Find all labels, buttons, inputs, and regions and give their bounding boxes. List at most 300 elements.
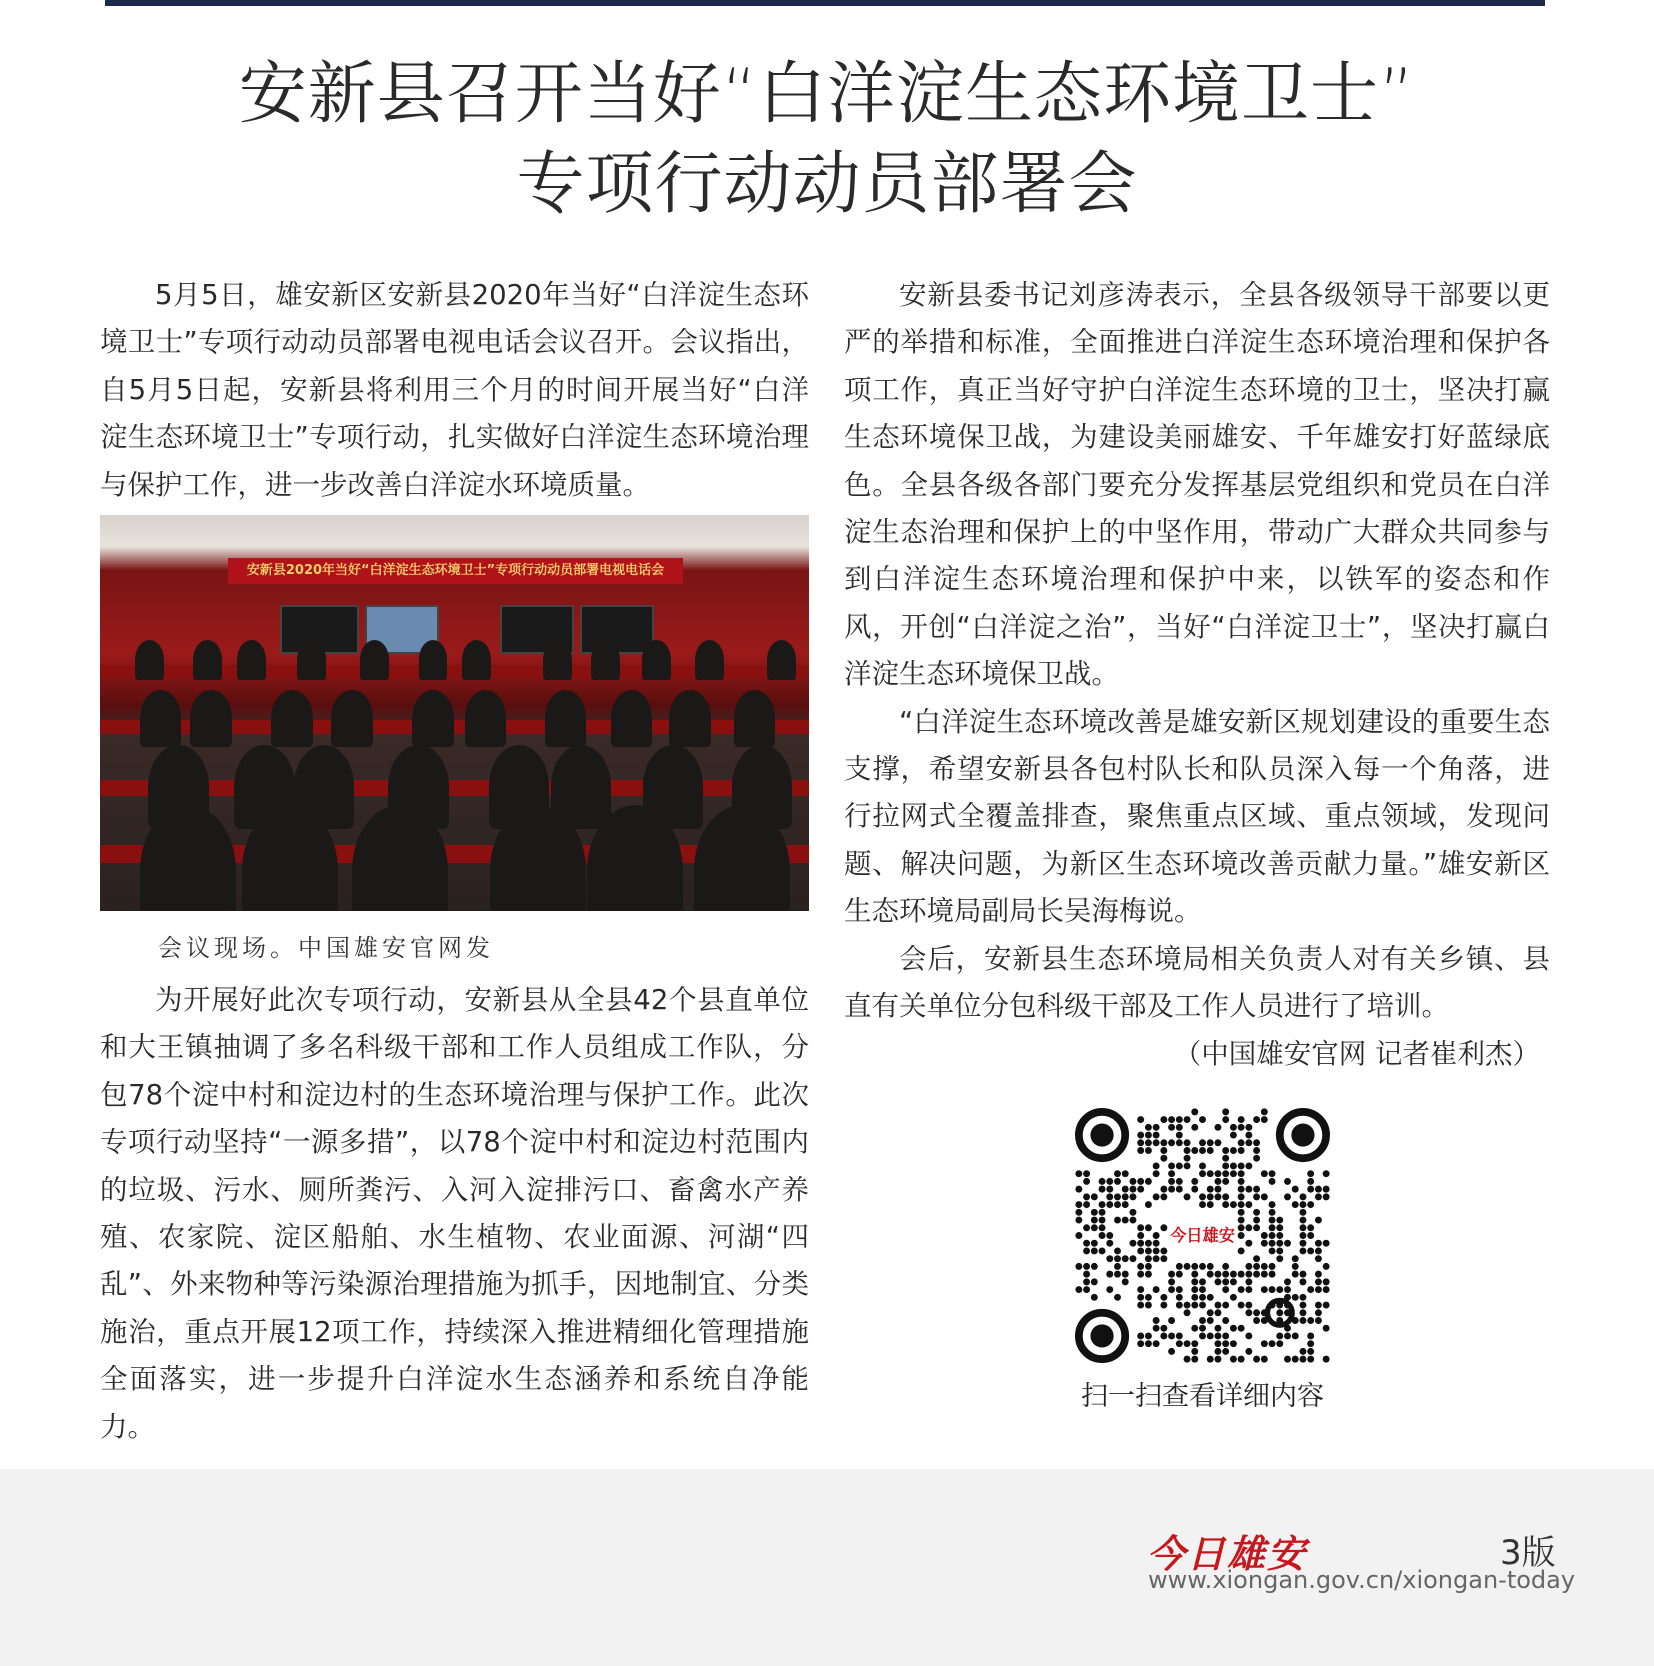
qr-module [1269,1201,1276,1208]
qr-module [1299,1193,1306,1200]
qr-module [1160,1186,1167,1193]
attendee [543,640,572,680]
paragraph: “白洋淀生态环境改善是雄安新区规划建设的重要生态支撑，希望安新县各包村队长和队员深入每一个角落，进行拉网式全覆盖排查，聚焦重点区域、重点领域，发现问题、解决问题，为新区生态环境改善贡献力量。”雄安新区生态环境局副局长吴海梅说。 [844,705,1550,928]
qr-module [1214,1332,1221,1339]
qr-module [1315,1240,1322,1247]
attendee [419,640,448,680]
qr-module [1184,1116,1191,1123]
qr-module [1122,1186,1129,1193]
qr-module [1261,1232,1268,1239]
qr-module [1253,1255,1260,1262]
qr-module [1214,1340,1221,1347]
qr-module [1222,1116,1229,1123]
qr-module [1222,1263,1229,1270]
qr-module [1168,1178,1175,1185]
qr-module [1160,1255,1167,1262]
qr-module [1199,1201,1206,1208]
qr-module [1114,1201,1121,1208]
qr-module [1307,1247,1314,1254]
qr-module [1253,1217,1260,1224]
qr-module [1222,1348,1229,1355]
qr-module [1323,1186,1330,1193]
qr-module [1145,1178,1152,1185]
qr-module [1207,1317,1214,1324]
qr-module [1184,1139,1191,1146]
qr-module [1099,1217,1106,1224]
qr-module [1091,1193,1098,1200]
qr-module [1214,1124,1221,1131]
qr-module [1253,1356,1260,1363]
qr-module [1323,1356,1330,1363]
qr-module [1153,1317,1160,1324]
qr-module [1191,1302,1198,1309]
qr-module [1191,1263,1198,1270]
qr-module [1307,1356,1314,1363]
qr-module [1276,1309,1283,1316]
qr-module [1253,1116,1260,1123]
qr-module [1168,1278,1175,1285]
qr-module [1176,1116,1183,1123]
qr-module [1238,1247,1245,1254]
qr-module [1222,1271,1229,1278]
qr-module [1207,1332,1214,1339]
qr-module [1261,1240,1268,1247]
qr-module [1222,1155,1229,1162]
qr-module [1207,1309,1214,1316]
qr-module [1137,1302,1144,1309]
qr-module [1106,1232,1113,1239]
qr-module [1145,1271,1152,1278]
qr-module [1323,1278,1330,1285]
qr-module [1176,1124,1183,1131]
qr-module [1160,1325,1167,1332]
qr-module [1114,1170,1121,1177]
site-url[interactable]: www.xiongan.gov.cn/xiongan-today [1148,1566,1576,1594]
qr-module [1191,1348,1198,1355]
qr-module [1299,1317,1306,1324]
qr-module [1184,1302,1191,1309]
top-rule [105,0,1545,6]
qr-module [1168,1271,1175,1278]
qr-module [1245,1302,1252,1309]
qr-module [1099,1224,1106,1231]
qr-module [1184,1356,1191,1363]
qr-module [1323,1302,1330,1309]
qr-module [1315,1193,1322,1200]
qr-module [1299,1302,1306,1309]
qr-module [1253,1271,1260,1278]
tv-screen [580,605,654,654]
qr-module [1091,1263,1098,1270]
qr-module [1199,1162,1206,1169]
qr-module [1299,1240,1306,1247]
qr-module [1238,1232,1245,1239]
qr-module [1160,1193,1167,1200]
qr-module [1299,1232,1306,1239]
qr-module [1276,1224,1283,1231]
qr-module [1122,1278,1129,1285]
qr-module [1168,1332,1175,1339]
qr-module [1160,1139,1167,1146]
qr-module [1245,1271,1252,1278]
qr-module [1129,1217,1136,1224]
qr-module [1122,1255,1129,1262]
qr-module [1214,1271,1221,1278]
qr-module [1245,1278,1252,1285]
qr-module [1114,1263,1121,1270]
qr-module [1230,1147,1237,1154]
qr-module [1106,1240,1113,1247]
qr-module [1199,1147,1206,1154]
qr-module [1137,1186,1144,1193]
qr-module [1137,1116,1144,1123]
qr-finder-dot [1291,1123,1314,1146]
qr-module [1114,1178,1121,1185]
qr-module [1307,1178,1314,1185]
qr-module [1222,1178,1229,1185]
qr-module [1238,1217,1245,1224]
qr-module [1315,1286,1322,1293]
qr-module [1261,1108,1268,1115]
qr-module [1253,1209,1260,1216]
qr-module [1323,1325,1330,1332]
qr-module [1153,1240,1160,1247]
qr-module [1137,1139,1144,1146]
qr-module [1199,1278,1206,1285]
qr-module [1106,1271,1113,1278]
qr-module [1129,1186,1136,1193]
attendee [642,640,671,680]
qr-module [1299,1348,1306,1355]
qr-module [1245,1186,1252,1193]
qr-module [1269,1263,1276,1270]
qr-module [1168,1317,1175,1324]
qr-module [1075,1170,1082,1177]
qr-module [1245,1332,1252,1339]
qr-module [1176,1286,1183,1293]
qr-module [1168,1348,1175,1355]
qr-module [1176,1340,1183,1347]
qr-module [1214,1356,1221,1363]
qr-module [1299,1278,1306,1285]
qr-module [1214,1325,1221,1332]
qr-module [1137,1224,1144,1231]
qr-module [1145,1340,1152,1347]
qr-module [1145,1263,1152,1270]
qr-module [1129,1209,1136,1216]
qr-module [1238,1124,1245,1131]
qr-module [1099,1178,1106,1185]
qr-module [1176,1186,1183,1193]
qr-module [1199,1116,1206,1123]
qr-module [1238,1193,1245,1200]
attendee [462,640,491,680]
qr-module [1191,1356,1198,1363]
qr-module [1114,1247,1121,1254]
qr-module [1315,1309,1322,1316]
qr-module [1315,1271,1322,1278]
qr-module [1222,1332,1229,1339]
qr-module [1184,1162,1191,1169]
qr-module [1292,1263,1299,1270]
qr-module [1261,1356,1268,1363]
qr-module [1284,1178,1291,1185]
qr-module [1191,1286,1198,1293]
qr-module [1222,1193,1229,1200]
qr-module [1153,1232,1160,1239]
qr-module [1191,1186,1198,1193]
qr-module [1230,1271,1237,1278]
qr-module [1083,1224,1090,1231]
qr-module [1168,1162,1175,1169]
qr-module [1276,1232,1283,1239]
qr-module [1207,1356,1214,1363]
qr-module [1099,1232,1106,1239]
qr-module [1207,1193,1214,1200]
qr-module [1075,1286,1082,1293]
qr-module [1176,1162,1183,1169]
qr-module [1299,1209,1306,1216]
qr-module [1176,1132,1183,1139]
qr-module [1245,1348,1252,1355]
qr-module [1191,1178,1198,1185]
qr-module [1222,1108,1229,1115]
qr-module [1307,1201,1314,1208]
qr-module [1245,1201,1252,1208]
qr-module [1137,1178,1144,1185]
qr-module [1145,1240,1152,1247]
qr-module [1284,1332,1291,1339]
qr-module [1129,1240,1136,1247]
qr-module [1153,1170,1160,1177]
qr-module [1075,1217,1082,1224]
paragraph: 安新县委书记刘彦涛表示，全县各级领导干部要以更严的举措和标准，全面推进白洋淀生态环境治理和保护各项工作，真正当好守护白洋淀生态环境的卫士，坚决打赢生态环境保卫战，为建设美丽雄安、千年雄安打好蓝绿底色。全县各级各部门要充分发挥基层党组织和党员在白洋淀生态治理和保护上的中坚作用，带动广大群众共同参与到白洋淀生态环境治理和保护中来，以铁军的姿态和作风，开创“白洋淀之治”，当好“白洋淀卫士”，坚决打赢白洋淀生态环境保卫战。 [844,279,1550,691]
qr-module [1307,1170,1314,1177]
qr-module [1083,1240,1090,1247]
headline-line-1: 安新县召开当好“白洋淀生态环境卫士” [238,55,1416,134]
qr-module [1114,1255,1121,1262]
qr-module [1230,1201,1237,1208]
qr-code[interactable] [1075,1108,1330,1363]
qr-module [1222,1286,1229,1293]
qr-module [1083,1247,1090,1254]
qr-finder-dot [1090,1123,1113,1146]
meeting-photo [100,515,809,911]
attendee [360,640,389,680]
qr-module [1307,1224,1314,1231]
qr-module [1284,1286,1291,1293]
qr-module [1238,1224,1245,1231]
qr-module [1207,1139,1214,1146]
qr-module [1137,1232,1144,1239]
qr-module [1253,1224,1260,1231]
qr-module [1106,1178,1113,1185]
qr-module [1145,1132,1152,1139]
qr-module [1191,1147,1198,1154]
qr-module [1222,1278,1229,1285]
qr-module [1106,1193,1113,1200]
photo-caption: 会议现场。中国雄安官网发 [158,934,494,962]
qr-module [1153,1132,1160,1139]
left-column-top [100,272,809,509]
qr-caption: 扫一扫查看详细内容 [1081,1381,1324,1412]
qr-module [1207,1147,1214,1154]
qr-module [1269,1247,1276,1254]
qr-module [1299,1294,1306,1301]
qr-module [1238,1209,1245,1216]
qr-module [1176,1139,1183,1146]
qr-module [1153,1193,1160,1200]
qr-module [1176,1294,1183,1301]
qr-module [1230,1162,1237,1169]
qr-module [1129,1255,1136,1262]
qr-module [1307,1186,1314,1193]
qr-module [1207,1201,1214,1208]
qr-module [1315,1186,1322,1193]
qr-module [1191,1294,1198,1301]
qr-module [1276,1332,1283,1339]
qr-module [1299,1247,1306,1254]
qr-module [1292,1201,1299,1208]
qr-module [1292,1271,1299,1278]
attendee [545,690,587,747]
qr-module [1091,1224,1098,1231]
qr-module [1099,1201,1106,1208]
qr-module [1238,1325,1245,1332]
qr-logo-text: 今日雄安 [1170,1225,1235,1245]
qr-module [1276,1247,1283,1254]
qr-module [1137,1240,1144,1247]
qr-module [1145,1255,1152,1262]
qr-module [1122,1193,1129,1200]
qr-module [1276,1255,1283,1262]
qr-module [1230,1170,1237,1177]
qr-module [1222,1317,1229,1324]
qr-module [1207,1263,1214,1270]
qr-module [1299,1224,1306,1231]
qr-module [1191,1271,1198,1278]
qr-module [1253,1317,1260,1324]
qr-module [1160,1155,1167,1162]
qr-module [1091,1217,1098,1224]
qr-module [1307,1286,1314,1293]
qr-module [1245,1240,1252,1247]
qr-module [1269,1209,1276,1216]
qr-module [1222,1147,1229,1154]
qr-module [1160,1302,1167,1309]
qr-module [1245,1162,1252,1169]
qr-module [1137,1294,1144,1301]
qr-module [1160,1332,1167,1339]
qr-module [1153,1255,1160,1262]
qr-module [1292,1332,1299,1339]
qr-module [1083,1286,1090,1293]
qr-module [1222,1302,1229,1309]
qr-module [1299,1356,1306,1363]
qr-module [1238,1178,1245,1185]
qr-module [1261,1340,1268,1347]
byline: （中国雄安官网 记者崔利杰） [1173,1037,1540,1070]
right-column [844,272,1550,1078]
qr-module [1245,1309,1252,1316]
qr-module [1191,1278,1198,1285]
qr-module [1106,1201,1113,1208]
qr-module [1253,1139,1260,1146]
qr-module [1091,1247,1098,1254]
qr-module [1191,1108,1198,1115]
qr-module [1099,1186,1106,1193]
qr-module [1269,1240,1276,1247]
qr-module [1230,1340,1237,1347]
qr-module [1323,1170,1330,1177]
attendee [297,640,326,680]
qr-module [1129,1178,1136,1185]
qr-module [1315,1278,1322,1285]
qr-module [1245,1124,1252,1131]
qr-module [1153,1286,1160,1293]
qr-module [1114,1217,1121,1224]
qr-module [1083,1170,1090,1177]
qr-module [1230,1132,1237,1139]
qr-module [1106,1255,1113,1262]
qr-module [1299,1309,1306,1316]
qr-module [1207,1271,1214,1278]
qr-module [1238,1116,1245,1123]
qr-module [1075,1201,1082,1208]
qr-module [1238,1186,1245,1193]
qr-module [1199,1286,1206,1293]
qr-module [1245,1139,1252,1146]
qr-module [1284,1193,1291,1200]
qr-module [1160,1224,1167,1231]
qr-module [1199,1193,1206,1200]
qr-module [1307,1348,1314,1355]
qr-module [1145,1332,1152,1339]
qr-finder-dot [1090,1324,1113,1347]
attendee [412,690,454,747]
qr-module [1323,1286,1330,1293]
qr-module [1184,1193,1191,1200]
qr-module [1292,1356,1299,1363]
qr-module [1137,1271,1144,1278]
qr-module [1199,1317,1206,1324]
qr-module [1315,1247,1322,1254]
qr-module [1292,1186,1299,1193]
qr-module [1245,1263,1252,1270]
qr-module [1276,1340,1283,1347]
qr-module [1222,1201,1229,1208]
qr-module [1191,1124,1198,1131]
qr-module [1253,1193,1260,1200]
qr-module [1238,1356,1245,1363]
qr-module [1276,1240,1283,1247]
qr-module [1176,1271,1183,1278]
qr-module [1222,1170,1229,1177]
qr-module [1214,1193,1221,1200]
qr-module [1153,1340,1160,1347]
qr-module [1153,1247,1160,1254]
qr-module [1299,1217,1306,1224]
qr-module [1145,1139,1152,1146]
attendee [271,690,313,747]
qr-module [1253,1186,1260,1193]
qr-module [1083,1193,1090,1200]
qr-module [1176,1263,1183,1270]
qr-module [1176,1332,1183,1339]
qr-module [1083,1278,1090,1285]
qr-module [1214,1348,1221,1355]
qr-module [1269,1232,1276,1239]
